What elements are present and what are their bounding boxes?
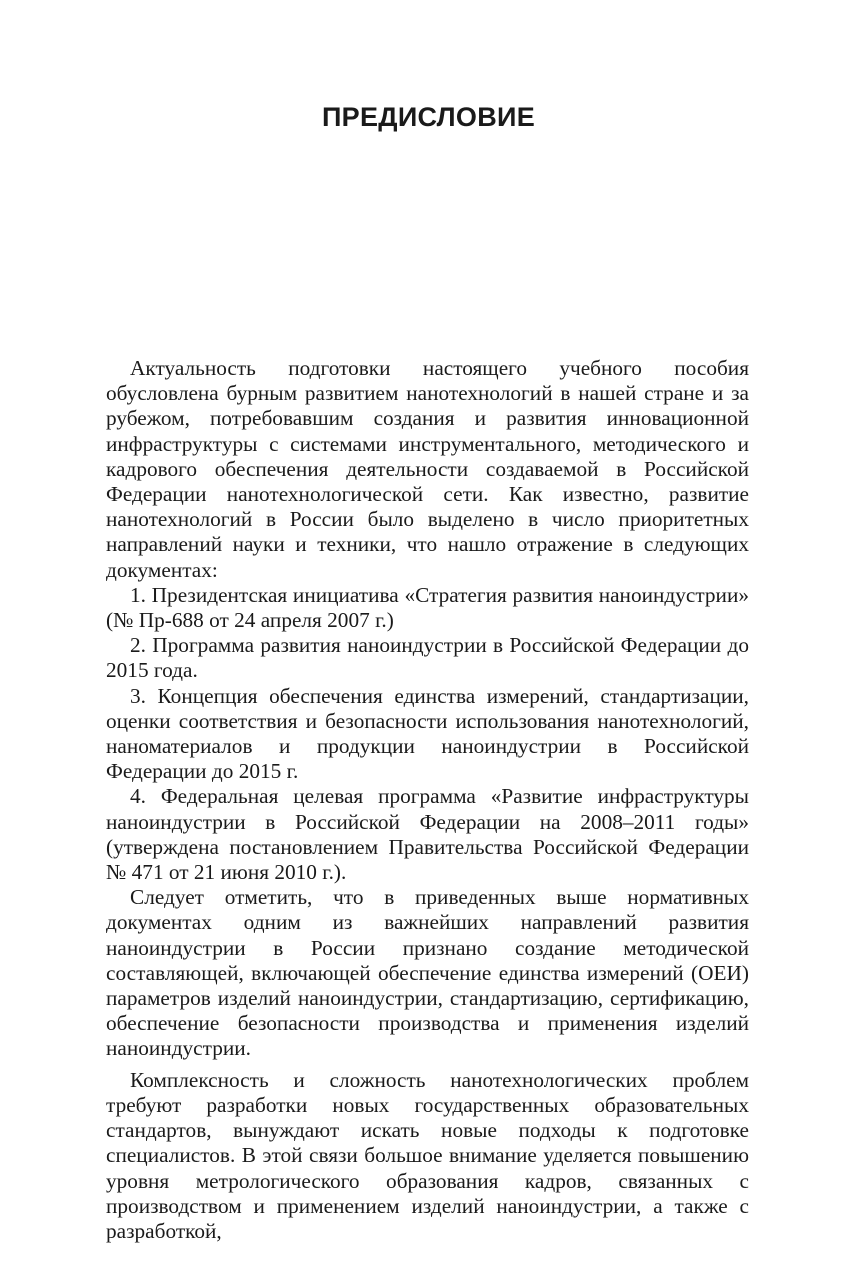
paragraph-list-item-1: 1. Президентская инициатива «Стратегия развития наноиндустрии» (№ Пр-688 от 24 апреля 2007 г.) — [106, 582, 749, 633]
page-title: ПРЕДИСЛОВИЕ — [321, 102, 536, 132]
paragraph-list-item-4: 4. Федеральная целевая программа «Развитие инфраструктуры наноиндустрии в Российской Федерации на 2008–2011 годы» (утверждена постановлением Правительства Российской Федерации № 471 от 21 июня 2010 г.). — [106, 784, 749, 885]
paragraph-list-item-3: 3. Концепция обеспечения единства измерений, стандартизации, оценки соответствия и безопасности использования нанотехнологий, наноматериалов и продукции наноиндустрии в Российской Федерации до 2015 г. — [106, 683, 749, 784]
body-text — [106, 356, 749, 1244]
paragraph-intro: Актуальность подготовки настоящего учебного пособия обусловлена бурным развитием нанотехнологий в нашей стране и за рубежом, потребовавшим создания и развития инновационной инфраструктуры с системами инструментального, методического и кадрового обеспечения деятельности создаваемой в Российской Федерации нанотехнологической сети. Как известно, развитие нанотехнологий в России было выделено в число приоритетных направлений науки и техники, что нашло отражение в следующих документах: — [106, 356, 749, 582]
paragraph-note: Следует отметить, что в приведенных выше нормативных документах одним из важнейших направлений развития наноиндустрии в России признано создание методической составляющей, включающей обеспечение единства измерений (ОЕИ) параметров изделий наноиндустрии, стандартизацию, сертификацию, обеспечение безопасности производства и применения изделий наноиндустрии. — [106, 885, 749, 1061]
paragraph-list-item-2: 2. Программа развития наноиндустрии в Российской Федерации до 2015 года. — [106, 633, 749, 683]
paragraph-continued: Комплексность и сложность нанотехнологических проблем требуют разработки новых государственных образовательных стандартов, вынуждают искать новые подходы к подготовке специалистов. В этой связи большое внимание уделяется повышению уровня метрологического образования кадров, связанных с производством и применением изделий наноиндустрии, а также с разработкой, — [106, 1067, 749, 1243]
